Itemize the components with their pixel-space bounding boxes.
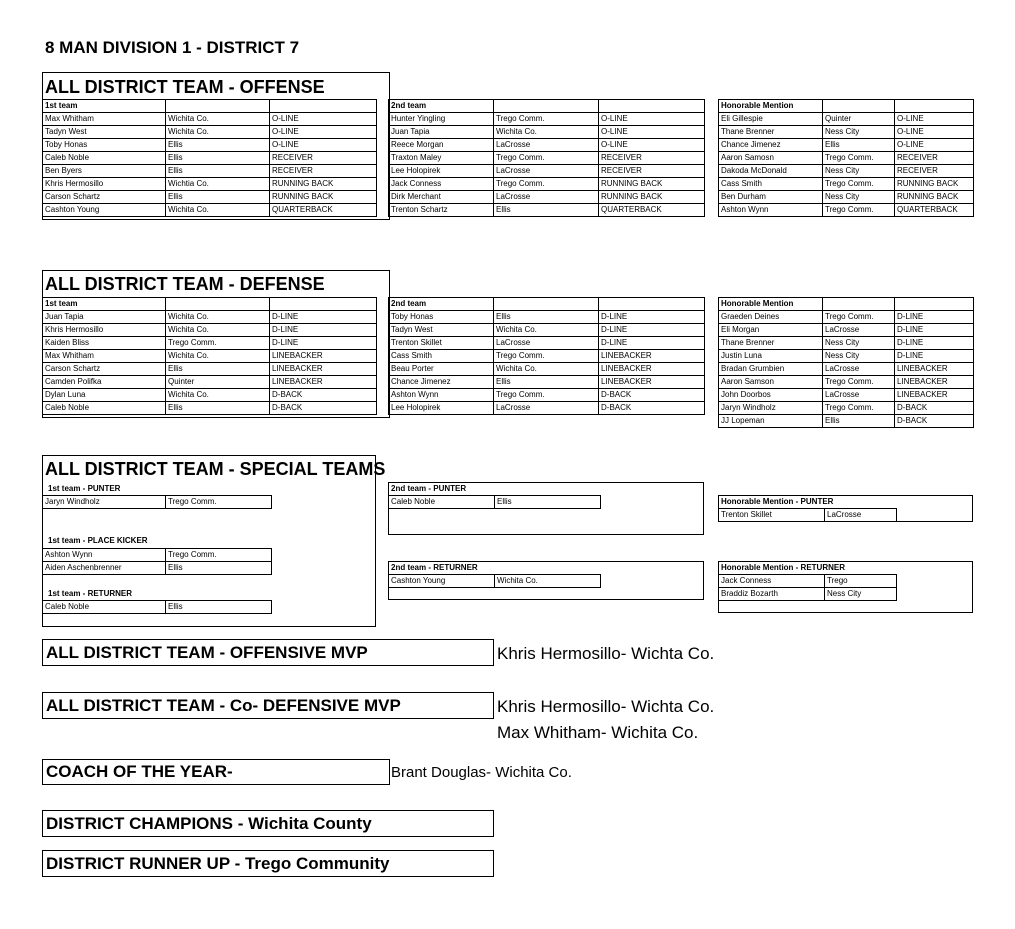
position-cell: LINEBACKER (895, 376, 974, 389)
position-cell: O-LINE (270, 113, 377, 126)
player-name-cell: Cass Smith (389, 350, 494, 363)
header-blank-cell (823, 298, 895, 311)
player-name-cell: Dylan Luna (43, 389, 166, 402)
table-row (719, 311, 974, 324)
school-cell: LaCrosse (494, 139, 599, 152)
table-row (43, 204, 377, 217)
offense-honorable-mention-table (718, 99, 974, 217)
team-header: Honorable Mention (719, 298, 823, 311)
table-row (389, 376, 705, 389)
player-name-cell: Caleb Noble (43, 402, 166, 415)
school-cell: LaCrosse (494, 337, 599, 350)
table-row (719, 139, 974, 152)
player-name-cell: Ben Byers (43, 165, 166, 178)
school-cell: Ellis (494, 311, 599, 324)
position-cell: O-LINE (895, 126, 974, 139)
table-row (43, 496, 272, 509)
player-name-cell: Dakoda McDonald (719, 165, 823, 178)
defensive-mvp-label: ALL DISTRICT TEAM - Co- DEFENSIVE MVP (46, 696, 401, 715)
school-cell: LaCrosse (823, 324, 895, 337)
table-row (43, 126, 377, 139)
player-name-cell: Thane Brenner (719, 126, 823, 139)
school-cell: Wichtia Co. (166, 178, 270, 191)
school-cell: Ness City (823, 350, 895, 363)
table-row (719, 191, 974, 204)
table-row (389, 363, 705, 376)
school-cell: LaCrosse (823, 389, 895, 402)
player-name-cell: Chance Jimenez (389, 376, 494, 389)
table-row (43, 601, 272, 614)
player-name-cell: Toby Honas (389, 311, 494, 324)
player-name-cell: Max Whitham (43, 113, 166, 126)
table-row (719, 152, 974, 165)
table-row (389, 389, 705, 402)
school-cell: Trego Comm. (823, 178, 895, 191)
school-cell: Ellis (166, 165, 270, 178)
school-cell: Wichita Co. (166, 324, 270, 337)
school-cell: Ellis (823, 415, 895, 428)
school-cell: LaCrosse (823, 363, 895, 376)
table-row (389, 113, 705, 126)
table-header-row (389, 100, 705, 113)
position-cell: RUNNING BACK (895, 191, 974, 204)
player-name-cell: Max Whitham (43, 350, 166, 363)
header-blank-cell (270, 100, 377, 113)
school-cell: Wichita Co. (166, 350, 270, 363)
player-name-cell: Caleb Noble (43, 152, 166, 165)
table-row (389, 311, 705, 324)
position-cell: RUNNING BACK (599, 178, 705, 191)
page-title: 8 MAN DIVISION 1 - DISTRICT 7 (45, 38, 300, 57)
player-name-cell: Khris Hermosillo (43, 324, 166, 337)
player-name-cell: Eli Morgan (719, 324, 823, 337)
header-blank-cell (823, 100, 895, 113)
player-name-cell: Traxton Maley (389, 152, 494, 165)
table-row (719, 178, 974, 191)
header-blank-cell (166, 298, 270, 311)
school-cell: Ellis (166, 562, 272, 575)
school-cell: Ness City (825, 588, 897, 601)
position-cell: D-BACK (270, 402, 377, 415)
school-cell: Trego Comm. (823, 204, 895, 217)
first-returner-label: 1st team - RETURNER (48, 589, 133, 598)
school-cell: Ellis (166, 363, 270, 376)
player-name-cell: Hunter Yingling (389, 113, 494, 126)
school-cell: Wichita Co. (494, 363, 599, 376)
coach-of-year-value: Brant Douglas- Wichita Co. (391, 764, 572, 781)
table-row (719, 165, 974, 178)
player-name-cell: Camden Polifka (43, 376, 166, 389)
player-name-cell: Jack Conness (389, 178, 494, 191)
school-cell: Ellis (166, 139, 270, 152)
school-cell: Trego Comm. (494, 350, 599, 363)
defensive-mvp-value-2: Max Whitham- Wichita Co. (497, 723, 699, 742)
player-name-cell: Caleb Noble (389, 496, 495, 509)
position-cell: RUNNING BACK (270, 191, 377, 204)
player-name-cell: Kaiden Bliss (43, 337, 166, 350)
table-row (43, 324, 377, 337)
table-header-row (719, 298, 974, 311)
school-cell: Ellis (495, 496, 601, 509)
table-row (719, 113, 974, 126)
position-cell: RUNNING BACK (270, 178, 377, 191)
table-row (389, 496, 601, 509)
player-name-cell: JJ Lopeman (719, 415, 823, 428)
position-cell: RECEIVER (599, 165, 705, 178)
player-name-cell: Cass Smith (719, 178, 823, 191)
header-blank-cell (599, 100, 705, 113)
team-header: Honorable Mention (719, 100, 823, 113)
header-blank-cell (166, 100, 270, 113)
table-row (719, 389, 974, 402)
second-returner-label: 2nd team - RETURNER (391, 563, 478, 572)
table-row (389, 350, 705, 363)
table-row (389, 178, 705, 191)
header-blank-cell (895, 298, 974, 311)
hm-punter-table (718, 508, 897, 522)
position-cell: D-LINE (599, 311, 705, 324)
table-row (719, 376, 974, 389)
second-punter-table (388, 495, 601, 509)
position-cell: D-LINE (270, 324, 377, 337)
school-cell: Trego Comm. (166, 549, 272, 562)
hm-returner-table (718, 574, 897, 601)
position-cell: RUNNING BACK (895, 178, 974, 191)
table-row (389, 204, 705, 217)
table-row (719, 337, 974, 350)
hm-returner-label: Honorable Mention - RETURNER (721, 563, 845, 572)
position-cell: LINEBACKER (895, 389, 974, 402)
player-name-cell: Eli Gillespie (719, 113, 823, 126)
player-name-cell: Jaryn Windholz (719, 402, 823, 415)
table-header-row (43, 100, 377, 113)
team-header: 2nd team (389, 298, 494, 311)
player-name-cell: Toby Honas (43, 139, 166, 152)
header-blank-cell (599, 298, 705, 311)
player-name-cell: Cashton Young (389, 575, 495, 588)
school-cell: Ellis (166, 402, 270, 415)
table-row (389, 191, 705, 204)
player-name-cell: Juan Tapia (389, 126, 494, 139)
player-name-cell: Trenton Skillet (719, 509, 825, 522)
position-cell: RECEIVER (270, 165, 377, 178)
position-cell: D-LINE (599, 337, 705, 350)
table-row (719, 575, 897, 588)
table-row (43, 562, 272, 575)
position-cell: D-LINE (895, 311, 974, 324)
player-name-cell: Chance Jimenez (719, 139, 823, 152)
player-name-cell: Juan Tapia (43, 311, 166, 324)
player-name-cell: Thane Brenner (719, 337, 823, 350)
defensive-mvp-value-1: Khris Hermosillo- Wichta Co. (497, 697, 715, 716)
table-row (43, 549, 272, 562)
player-name-cell: Aaron Samson (719, 376, 823, 389)
position-cell: D-LINE (895, 350, 974, 363)
position-cell: D-BACK (599, 389, 705, 402)
player-name-cell: Carson Schartz (43, 363, 166, 376)
position-cell: O-LINE (599, 139, 705, 152)
table-row (719, 509, 897, 522)
table-row (43, 191, 377, 204)
school-cell: Trego Comm. (494, 152, 599, 165)
table-row (389, 575, 601, 588)
school-cell: Ness City (823, 126, 895, 139)
position-cell: O-LINE (270, 139, 377, 152)
table-row (719, 415, 974, 428)
table-row (389, 402, 705, 415)
position-cell: O-LINE (895, 139, 974, 152)
school-cell: Ellis (494, 376, 599, 389)
defense-first-team-table (42, 297, 377, 415)
offense-first-team-table (42, 99, 377, 217)
table-row (719, 126, 974, 139)
school-cell: LaCrosse (494, 402, 599, 415)
first-kicker-table (42, 548, 272, 575)
table-row (719, 363, 974, 376)
position-cell: LINEBACKER (599, 376, 705, 389)
position-cell: D-LINE (895, 324, 974, 337)
position-cell: LINEBACKER (599, 350, 705, 363)
position-cell: LINEBACKER (270, 376, 377, 389)
school-cell: LaCrosse (825, 509, 897, 522)
school-cell: Trego Comm. (494, 389, 599, 402)
table-header-row (719, 100, 974, 113)
position-cell: RECEIVER (270, 152, 377, 165)
table-row (43, 311, 377, 324)
offense-title: ALL DISTRICT TEAM - OFFENSE (45, 77, 325, 97)
header-blank-cell (494, 298, 599, 311)
table-row (43, 139, 377, 152)
table-row (43, 113, 377, 126)
player-name-cell: Beau Porter (389, 363, 494, 376)
position-cell: LINEBACKER (599, 363, 705, 376)
offense-second-team-table (388, 99, 705, 217)
table-row (43, 350, 377, 363)
position-cell: D-BACK (270, 389, 377, 402)
table-row (43, 178, 377, 191)
header-blank-cell (270, 298, 377, 311)
second-returner-table (388, 574, 601, 588)
defense-honorable-mention-table (718, 297, 974, 428)
position-cell: D-LINE (270, 311, 377, 324)
position-cell: LINEBACKER (270, 350, 377, 363)
player-name-cell: Jack Conness (719, 575, 825, 588)
position-cell: D-BACK (895, 402, 974, 415)
defense-second-team-table (388, 297, 705, 415)
school-cell: Ellis (166, 191, 270, 204)
player-name-cell: Tadyn West (389, 324, 494, 337)
school-cell: LaCrosse (494, 165, 599, 178)
table-header-row (43, 298, 377, 311)
defense-title: ALL DISTRICT TEAM - DEFENSE (45, 274, 325, 294)
position-cell: D-LINE (599, 324, 705, 337)
school-cell: Quinter (166, 376, 270, 389)
player-name-cell: Caleb Noble (43, 601, 166, 614)
school-cell: Trego Comm. (823, 311, 895, 324)
school-cell: Ellis (166, 152, 270, 165)
position-cell: O-LINE (599, 126, 705, 139)
player-name-cell: Graeden Deines (719, 311, 823, 324)
school-cell: Wichita Co. (166, 113, 270, 126)
player-name-cell: Carson Schartz (43, 191, 166, 204)
second-punter-label: 2nd team - PUNTER (391, 484, 467, 493)
position-cell: QUARTERBACK (270, 204, 377, 217)
table-row (43, 165, 377, 178)
school-cell: Trego Comm. (166, 496, 272, 509)
school-cell: Quinter (823, 113, 895, 126)
table-row (389, 337, 705, 350)
school-cell: Ellis (823, 139, 895, 152)
table-row (719, 350, 974, 363)
team-header: 1st team (43, 100, 166, 113)
player-name-cell: Justin Luna (719, 350, 823, 363)
school-cell: Trego (825, 575, 897, 588)
position-cell: RECEIVER (895, 152, 974, 165)
player-name-cell: Trenton Schartz (389, 204, 494, 217)
school-cell: Wichita Co. (166, 389, 270, 402)
table-row (43, 389, 377, 402)
position-cell: D-BACK (599, 402, 705, 415)
school-cell: Wichita Co. (494, 324, 599, 337)
position-cell: RECEIVER (895, 165, 974, 178)
table-header-row (389, 298, 705, 311)
player-name-cell: Ashton Wynn (43, 549, 166, 562)
player-name-cell: Ashton Wynn (389, 389, 494, 402)
table-row (43, 152, 377, 165)
player-name-cell: Cashton Young (43, 204, 166, 217)
header-blank-cell (494, 100, 599, 113)
school-cell: Wichita Co. (166, 204, 270, 217)
school-cell: Ness City (823, 337, 895, 350)
table-row (719, 204, 974, 217)
school-cell: Trego Comm. (494, 113, 599, 126)
first-returner-table (42, 600, 272, 614)
offensive-mvp-label: ALL DISTRICT TEAM - OFFENSIVE MVP (46, 643, 368, 662)
position-cell: QUARTERBACK (599, 204, 705, 217)
table-row (43, 376, 377, 389)
district-champions: DISTRICT CHAMPIONS - Wichita County (46, 814, 372, 833)
team-header: 2nd team (389, 100, 494, 113)
player-name-cell: Bradan Grumbien (719, 363, 823, 376)
school-cell: Wichita Co. (494, 126, 599, 139)
table-row (719, 402, 974, 415)
position-cell: LINEBACKER (270, 363, 377, 376)
table-row (43, 337, 377, 350)
position-cell: LINEBACKER (895, 363, 974, 376)
school-cell: LaCrosse (494, 191, 599, 204)
table-row (389, 126, 705, 139)
school-cell: Trego Comm. (494, 178, 599, 191)
school-cell: Wichita Co. (166, 126, 270, 139)
offensive-mvp-value: Khris Hermosillo- Wichta Co. (497, 644, 715, 663)
school-cell: Trego Comm. (166, 337, 270, 350)
school-cell: Trego Comm. (823, 152, 895, 165)
school-cell: Trego Comm. (823, 402, 895, 415)
table-row (43, 402, 377, 415)
position-cell: RECEIVER (599, 152, 705, 165)
table-row (389, 139, 705, 152)
table-row (389, 152, 705, 165)
team-header: 1st team (43, 298, 166, 311)
table-row (719, 588, 897, 601)
player-name-cell: Lee Holopirek (389, 402, 494, 415)
player-name-cell: Dirk Merchant (389, 191, 494, 204)
first-kicker-label: 1st team - PLACE KICKER (48, 536, 148, 545)
position-cell: RUNNING BACK (599, 191, 705, 204)
school-cell: Ness City (823, 191, 895, 204)
table-row (389, 324, 705, 337)
player-name-cell: Tadyn West (43, 126, 166, 139)
table-row (719, 324, 974, 337)
school-cell: Wichita Co. (166, 311, 270, 324)
first-punter-label: 1st team - PUNTER (48, 484, 121, 493)
school-cell: Ellis (166, 601, 272, 614)
player-name-cell: Trenton Skillet (389, 337, 494, 350)
player-name-cell: Aiden Aschenbrenner (43, 562, 166, 575)
table-row (43, 363, 377, 376)
position-cell: O-LINE (599, 113, 705, 126)
player-name-cell: Aaron Samosn (719, 152, 823, 165)
special-teams-title: ALL DISTRICT TEAM - SPECIAL TEAMS (45, 459, 386, 479)
school-cell: Trego Comm. (823, 376, 895, 389)
player-name-cell: Ashton Wynn (719, 204, 823, 217)
position-cell: D-LINE (895, 337, 974, 350)
first-punter-table (42, 495, 272, 509)
school-cell: Wichita Co. (495, 575, 601, 588)
player-name-cell: Ben Durham (719, 191, 823, 204)
header-blank-cell (895, 100, 974, 113)
district-runner-up: DISTRICT RUNNER UP - Trego Community (46, 854, 390, 873)
player-name-cell: Lee Holopirek (389, 165, 494, 178)
coach-of-year-label: COACH OF THE YEAR- (46, 762, 233, 781)
position-cell: O-LINE (895, 113, 974, 126)
school-cell: Ellis (494, 204, 599, 217)
player-name-cell: Braddiz Bozarth (719, 588, 825, 601)
school-cell: Ness City (823, 165, 895, 178)
player-name-cell: Khris Hermosillo (43, 178, 166, 191)
position-cell: QUARTERBACK (895, 204, 974, 217)
player-name-cell: Reece Morgan (389, 139, 494, 152)
hm-punter-label: Honorable Mention - PUNTER (721, 497, 834, 506)
position-cell: D-BACK (895, 415, 974, 428)
player-name-cell: John Doorbos (719, 389, 823, 402)
table-row (389, 165, 705, 178)
position-cell: D-LINE (270, 337, 377, 350)
position-cell: O-LINE (270, 126, 377, 139)
player-name-cell: Jaryn Windholz (43, 496, 166, 509)
